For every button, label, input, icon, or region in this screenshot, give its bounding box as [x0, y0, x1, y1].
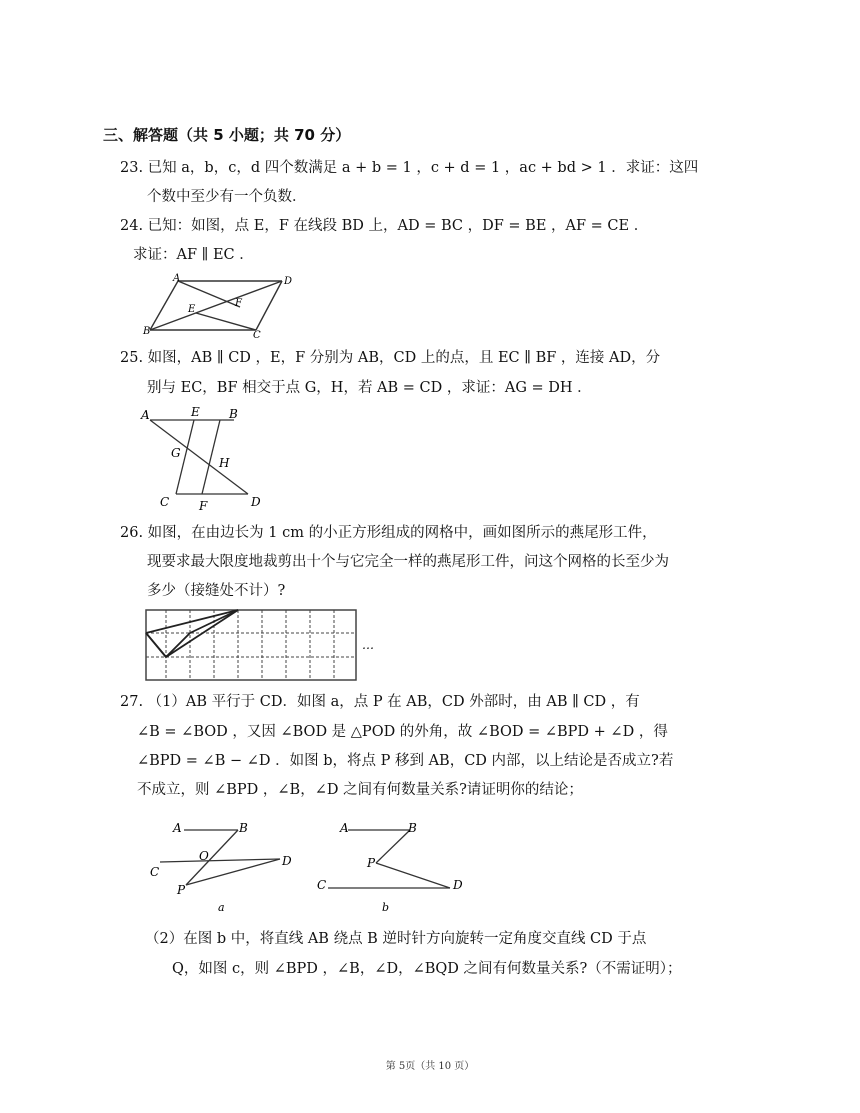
q27-line4: 不成立，则 ∠BPD ，∠B，∠D 之间有何数量关系?请证明你的结论；: [137, 782, 583, 798]
q27b-label-B: B: [408, 821, 417, 835]
q24-label-D: D: [284, 276, 293, 287]
q27-line3: ∠BPD = ∠B − ∠D ．如图 b，将点 P 移到 AB，CD 内部，以上结论是否成立?若: [137, 753, 674, 769]
q25-label-A: A: [141, 408, 150, 422]
q27a-label-B: B: [239, 821, 248, 835]
q27-part2-line1: （2）在图 b 中，将直线 AB 绕点 B 逆时针方向旋转一定角度交直线 CD 于点: [145, 931, 647, 947]
q24-label-A: A: [173, 273, 181, 284]
q25-label-D: D: [251, 495, 261, 509]
q27-part2-line2: Q，如图 c，则 ∠BPD ，∠B，∠D，∠BQD 之间有何数量关系?（不需证明）；: [172, 961, 682, 977]
q25-label-E: E: [191, 405, 200, 419]
q24-label-B: B: [143, 326, 151, 337]
q27-line2: ∠B = ∠BOD ，又因 ∠BOD 是 △POD 的外角，故 ∠BOD = ∠BPD + ∠D ，得: [137, 724, 668, 740]
q26-grid-figure: [142, 606, 372, 684]
page-footer: 第 5页（共 10 页）: [385, 1061, 475, 1072]
q26-line1: 26. 如图，在由边长为 1 cm 的小正方形组成的网格中，画如图所示的燕尾形工件，: [120, 525, 657, 541]
section-title: 三、解答题（共 5 小题；共 70 分）: [103, 126, 351, 144]
q26-line2: 现要求最大限度地裁剪出十个与它完全一样的燕尾形工件，问这个网格的长至少为: [147, 554, 669, 570]
q27-figures-a-b: [140, 815, 480, 920]
q27a-label-A: A: [173, 821, 182, 835]
q27b-label-C: C: [317, 878, 327, 892]
q27b-label-P: P: [367, 856, 376, 870]
q27b-label-D: D: [453, 878, 463, 892]
q25-figure: [138, 402, 268, 512]
q25-label-B: B: [229, 407, 238, 421]
q24-label-E: E: [188, 304, 196, 315]
q25-line1: 25. 如图，AB ∥ CD ，E，F 分别为 AB，CD 上的点，且 EC ∥ BF ，连接 AD，分: [120, 350, 661, 366]
q27b-label-A: A: [340, 821, 349, 835]
q25-label-F: F: [199, 499, 208, 513]
q25-label-C: C: [160, 495, 170, 509]
q27a-caption: a: [218, 901, 225, 914]
q24-label-F: F: [235, 298, 242, 309]
q25-label-G: G: [171, 446, 181, 460]
q24-label-C: C: [253, 330, 261, 341]
q27a-label-D: D: [282, 854, 292, 868]
q27a-label-O: O: [199, 849, 209, 863]
q24-line2: 求证：AF ∥ EC ．: [133, 247, 254, 263]
q27a-label-C: C: [150, 865, 160, 879]
q24-figure: [140, 270, 300, 340]
q23-line2: 个数中至少有一个负数．: [147, 189, 307, 205]
q27a-label-P: P: [177, 883, 186, 897]
q26-line3: 多少（接缝处不计）?: [147, 583, 286, 599]
q26-ellipsis: …: [362, 638, 374, 652]
q27b-caption: b: [382, 901, 390, 914]
q24-line1: 24. 已知：如图，点 E，F 在线段 BD 上，AD = BC ，DF = BE ，AF = CE ．: [120, 218, 649, 234]
q23-line1: 23. 已知 a，b，c，d 四个数满足 a + b = 1 ，c + d = 1 ，ac + bd > 1 ．求证：这四: [120, 160, 699, 176]
q25-line2: 别与 EC，BF 相交于点 G，H，若 AB = CD ，求证：AG = DH ．: [147, 380, 592, 396]
q25-label-H: H: [219, 456, 230, 470]
q27-line1: 27. （1）AB 平行于 CD．如图 a，点 P 在 AB，CD 外部时，由 AB ∥ CD ，有: [120, 694, 640, 710]
